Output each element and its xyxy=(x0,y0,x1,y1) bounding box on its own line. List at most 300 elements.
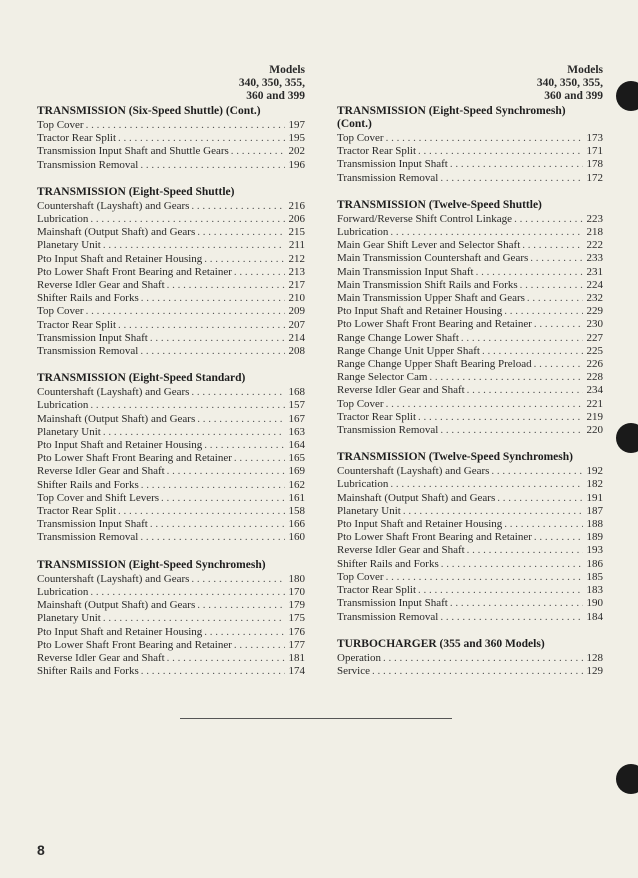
entry-page-number: 195 xyxy=(288,132,305,145)
entry-page-number: 166 xyxy=(288,518,305,531)
entry-page-number: 175 xyxy=(288,612,305,625)
entry-page-number: 177 xyxy=(288,638,305,651)
index-entry xyxy=(37,531,305,544)
index-entry xyxy=(337,318,603,331)
dot-leader xyxy=(450,597,583,610)
dot-leader xyxy=(386,571,583,584)
dot-leader xyxy=(461,332,583,345)
entry-label: Top Cover xyxy=(337,397,384,410)
right-column xyxy=(337,64,603,692)
entry-label: Top Cover xyxy=(37,119,84,131)
dot-leader xyxy=(522,239,583,252)
models-header-line: 340, 350, 355, xyxy=(536,77,603,89)
dot-leader xyxy=(197,226,285,239)
dot-leader xyxy=(204,626,285,639)
entry-label: Transmission Removal xyxy=(337,610,439,623)
entry-page-number: 218 xyxy=(586,226,603,239)
entry-label: Countershaft (Layshaft) and Gears xyxy=(337,465,490,478)
dot-leader xyxy=(90,213,285,226)
index-entry xyxy=(37,386,305,399)
entry-label: Main Gear Shift Lever and Selector Shaft xyxy=(337,239,521,252)
entry-label: Tractor Rear Split xyxy=(337,410,417,423)
index-entry xyxy=(37,492,305,505)
index-entry xyxy=(37,465,305,478)
entry-page-number: 129 xyxy=(586,664,603,677)
entry-page-number: 232 xyxy=(586,292,603,305)
entry-label: Pto Input Shaft and Retainer Housing xyxy=(37,625,203,638)
index-entry xyxy=(37,159,305,172)
entry-label: Tractor Rear Split xyxy=(37,318,117,331)
index-entry xyxy=(37,345,305,358)
entry-page-number: 212 xyxy=(288,252,305,265)
entry-page-number: 197 xyxy=(288,119,305,131)
models-header-left xyxy=(37,64,305,103)
index-entry xyxy=(37,213,305,226)
index-entry xyxy=(37,505,305,518)
entry-page-number: 209 xyxy=(288,305,305,318)
index-section xyxy=(37,105,305,172)
entry-page-number: 217 xyxy=(288,279,305,292)
index-entry xyxy=(337,226,603,239)
entry-label: Range Change Lower Shaft xyxy=(337,331,459,344)
dot-leader xyxy=(440,424,583,437)
index-entry xyxy=(37,413,305,426)
dot-leader xyxy=(140,159,285,172)
dot-leader xyxy=(514,213,583,226)
entry-label: Transmission Input Shaft xyxy=(337,158,448,171)
entry-page-number: 211 xyxy=(288,239,305,252)
entry-page-number: 213 xyxy=(288,265,305,278)
entry-page-number: 174 xyxy=(288,665,305,678)
entry-label: Lubrication xyxy=(337,478,389,491)
index-entry xyxy=(37,665,305,678)
dot-leader xyxy=(140,345,285,358)
dot-leader xyxy=(150,518,285,531)
entry-label: Transmission Removal xyxy=(337,171,439,184)
entry-page-number: 158 xyxy=(288,505,305,518)
entry-label: Top Cover and Shift Levers xyxy=(37,491,160,504)
index-entry xyxy=(37,639,305,652)
dot-leader xyxy=(197,599,285,612)
entry-page-number: 176 xyxy=(288,625,305,638)
entry-page-number: 164 xyxy=(288,439,305,452)
dot-leader xyxy=(86,305,285,318)
dot-leader xyxy=(191,573,285,586)
entry-page-number: 165 xyxy=(288,452,305,465)
models-header-line: Models xyxy=(269,64,305,76)
left-sections xyxy=(37,105,305,678)
section-title: TRANSMISSION (Twelve-Speed Synchromesh) xyxy=(337,451,573,464)
index-entry xyxy=(337,571,603,584)
dot-leader xyxy=(231,145,285,158)
dot-leader xyxy=(150,332,285,345)
entry-page-number: 173 xyxy=(586,132,603,144)
index-entry xyxy=(337,213,603,226)
entry-page-number: 181 xyxy=(288,651,305,664)
entry-page-number: 224 xyxy=(586,278,603,291)
entry-page-number: 215 xyxy=(288,226,305,239)
dot-leader xyxy=(234,266,285,279)
index-entry xyxy=(37,426,305,439)
entry-page-number: 229 xyxy=(586,305,603,318)
models-header-line: 360 and 399 xyxy=(246,90,305,102)
index-section xyxy=(337,199,603,437)
dot-leader xyxy=(383,652,583,665)
index-entry xyxy=(337,145,603,158)
dot-leader xyxy=(234,452,285,465)
dot-leader xyxy=(118,132,285,145)
entry-page-number: 231 xyxy=(586,265,603,278)
entry-label: Lubrication xyxy=(37,213,89,226)
entry-page-number: 227 xyxy=(586,331,603,344)
index-entry xyxy=(337,358,603,371)
index-entry xyxy=(337,345,603,358)
entry-page-number: 183 xyxy=(586,584,603,597)
index-entry xyxy=(37,119,305,132)
entry-page-number: 180 xyxy=(288,572,305,585)
dot-leader xyxy=(234,639,285,652)
entry-label: Tractor Rear Split xyxy=(37,505,117,518)
dot-leader xyxy=(440,611,583,624)
dot-leader xyxy=(530,252,583,265)
index-entry xyxy=(337,531,603,544)
dot-leader xyxy=(491,465,583,478)
entry-label: Countershaft (Layshaft) and Gears xyxy=(37,572,190,585)
binder-hole xyxy=(616,764,638,794)
entry-label: Pto Input Shaft and Retainer Housing xyxy=(337,305,503,318)
index-entry xyxy=(37,200,305,213)
index-section xyxy=(337,451,603,623)
entry-page-number: 128 xyxy=(586,651,603,664)
entry-label: Lubrication xyxy=(37,585,89,598)
entry-label: Main Transmission Upper Shaft and Gears xyxy=(337,292,525,305)
entry-page-number: 221 xyxy=(586,397,603,410)
dot-leader xyxy=(86,119,285,132)
entry-label: Transmission Input Shaft xyxy=(37,518,148,531)
entry-page-number: 161 xyxy=(288,491,305,504)
dot-leader xyxy=(90,586,285,599)
entry-page-number: 167 xyxy=(288,412,305,425)
entry-label: Planetary Unit xyxy=(37,425,101,438)
models-header-line: 360 and 399 xyxy=(544,90,603,102)
entry-page-number: 162 xyxy=(288,478,305,491)
dot-leader xyxy=(103,426,285,439)
dot-leader xyxy=(103,239,285,252)
index-entry xyxy=(337,332,603,345)
entry-page-number: 178 xyxy=(586,158,603,171)
dot-leader xyxy=(534,531,583,544)
entry-page-number: 182 xyxy=(586,478,603,491)
dot-leader xyxy=(191,200,285,213)
left-column xyxy=(37,64,305,692)
entry-label: Countershaft (Layshaft) and Gears xyxy=(37,199,190,212)
entry-label: Mainshaft (Output Shaft) and Gears xyxy=(337,491,496,504)
entry-page-number: 171 xyxy=(586,145,603,158)
dot-leader xyxy=(440,172,583,185)
index-entry xyxy=(37,292,305,305)
index-entry xyxy=(337,132,603,145)
entry-label: Top Cover xyxy=(337,570,384,583)
entry-page-number: 214 xyxy=(288,331,305,344)
dot-leader xyxy=(418,584,583,597)
entry-page-number: 192 xyxy=(586,465,603,478)
section-title: TRANSMISSION (Eight-Speed Standard) xyxy=(37,372,246,385)
index-entry xyxy=(37,319,305,332)
index-entry xyxy=(37,439,305,452)
entry-label: Countershaft (Layshaft) and Gears xyxy=(37,386,190,399)
page-number: 8 xyxy=(37,842,45,858)
index-entry xyxy=(337,597,603,610)
entry-page-number: 226 xyxy=(586,358,603,371)
entry-label: Operation xyxy=(337,651,381,664)
index-entry xyxy=(337,252,603,265)
entry-label: Planetary Unit xyxy=(37,612,101,625)
dot-leader xyxy=(372,665,583,678)
index-entry xyxy=(37,399,305,412)
entry-page-number: 228 xyxy=(586,371,603,384)
dot-leader xyxy=(429,371,583,384)
dot-leader xyxy=(204,253,285,266)
models-header-right xyxy=(337,64,603,103)
index-entry xyxy=(37,586,305,599)
entry-page-number: 196 xyxy=(288,158,305,171)
entry-page-number: 206 xyxy=(288,213,305,226)
entry-label: Range Selector Cam xyxy=(337,371,428,384)
dot-leader xyxy=(520,279,583,292)
dot-leader xyxy=(527,292,583,305)
entry-label: Pto Input Shaft and Retainer Housing xyxy=(37,439,203,452)
dot-leader xyxy=(390,478,583,491)
index-entry xyxy=(337,305,603,318)
dot-leader xyxy=(467,544,583,557)
entry-page-number: 202 xyxy=(288,145,305,158)
entry-page-number: 233 xyxy=(586,252,603,265)
dot-leader xyxy=(386,398,583,411)
dot-leader xyxy=(390,226,583,239)
entry-label: Main Transmission Shift Rails and Forks xyxy=(337,278,518,291)
index-entry xyxy=(337,492,603,505)
entry-label: Range Change Upper Shaft Bearing Preload xyxy=(337,358,532,371)
index-entry xyxy=(37,226,305,239)
index-entry xyxy=(337,584,603,597)
index-entry xyxy=(37,599,305,612)
dot-leader xyxy=(386,132,583,145)
dot-leader xyxy=(497,492,583,505)
entry-page-number: 208 xyxy=(288,345,305,358)
dot-leader xyxy=(403,505,583,518)
entry-label: Transmission Removal xyxy=(37,531,139,544)
index-entry xyxy=(37,279,305,292)
entry-label: Transmission Input Shaft xyxy=(337,597,448,610)
dot-leader xyxy=(167,652,285,665)
index-entry xyxy=(37,652,305,665)
entry-label: Tractor Rear Split xyxy=(337,145,417,158)
index-entry xyxy=(337,292,603,305)
models-header-line: 340, 350, 355, xyxy=(238,77,305,89)
entry-page-number: 189 xyxy=(586,531,603,544)
dot-leader xyxy=(167,279,285,292)
entry-page-number: 234 xyxy=(586,384,603,397)
binder-hole xyxy=(616,423,638,453)
index-entry xyxy=(337,478,603,491)
index-entry xyxy=(37,305,305,318)
dot-leader xyxy=(197,413,285,426)
dot-leader xyxy=(467,384,583,397)
entry-label: Mainshaft (Output Shaft) and Gears xyxy=(37,599,196,612)
binder-hole xyxy=(616,81,638,111)
dot-leader xyxy=(118,505,285,518)
dot-leader xyxy=(140,531,285,544)
entry-label: Transmission Removal xyxy=(37,158,139,171)
entry-label: Transmission Removal xyxy=(337,424,439,437)
entry-label: Shifter Rails and Forks xyxy=(37,478,139,491)
dot-leader xyxy=(504,518,583,531)
dot-leader xyxy=(204,439,285,452)
entry-page-number: 185 xyxy=(586,570,603,583)
dot-leader xyxy=(476,266,583,279)
entry-label: Reverse Idler Gear and Shaft xyxy=(337,544,465,557)
entry-page-number: 190 xyxy=(586,597,603,610)
entry-label: Pto Input Shaft and Retainer Housing xyxy=(337,518,503,531)
entry-label: Mainshaft (Output Shaft) and Gears xyxy=(37,226,196,239)
dot-leader xyxy=(482,345,583,358)
index-entry xyxy=(337,266,603,279)
index-section xyxy=(37,372,305,544)
entry-page-number: 225 xyxy=(586,344,603,357)
dot-leader xyxy=(141,479,285,492)
index-entry xyxy=(37,452,305,465)
index-entry xyxy=(337,398,603,411)
index-entry xyxy=(37,518,305,531)
entry-label: Forward/Reverse Shift Control Linkage xyxy=(337,212,513,225)
entry-label: Tractor Rear Split xyxy=(37,132,117,145)
entry-page-number: 157 xyxy=(288,399,305,412)
entry-page-number: 163 xyxy=(288,425,305,438)
dot-leader xyxy=(167,465,285,478)
index-entry xyxy=(337,172,603,185)
section-title: TURBOCHARGER (355 and 360 Models) xyxy=(337,637,545,650)
index-entry xyxy=(37,332,305,345)
dot-leader xyxy=(141,665,285,678)
entry-page-number: 193 xyxy=(586,544,603,557)
index-entry xyxy=(37,573,305,586)
entry-label: Pto Lower Shaft Front Bearing and Retainer xyxy=(37,638,232,651)
index-entry xyxy=(337,518,603,531)
entry-label: Pto Input Shaft and Retainer Housing xyxy=(37,252,203,265)
entry-page-number: 184 xyxy=(586,610,603,623)
dot-leader xyxy=(141,292,285,305)
dot-leader xyxy=(191,386,285,399)
dot-leader xyxy=(418,411,583,424)
index-section xyxy=(37,559,305,679)
entry-label: Pto Lower Shaft Front Bearing and Retainer xyxy=(337,531,532,544)
entry-label: Service xyxy=(337,664,370,677)
entry-label: Pto Lower Shaft Front Bearing and Retainer xyxy=(337,318,532,331)
entry-label: Transmission Input Shaft xyxy=(37,331,148,344)
entry-page-number: 160 xyxy=(288,531,305,544)
index-entry xyxy=(337,465,603,478)
index-section xyxy=(337,638,603,678)
section-title: TRANSMISSION (Six-Speed Shuttle) (Cont.) xyxy=(37,105,261,117)
entry-label: Reverse Idler Gear and Shaft xyxy=(37,279,165,292)
entry-label: Shifter Rails and Forks xyxy=(37,665,139,678)
index-entry xyxy=(337,558,603,571)
entry-label: Top Cover xyxy=(337,132,384,144)
entry-page-number: 216 xyxy=(288,199,305,212)
section-title: TRANSMISSION (Eight-Speed Synchromesh) (Cont.) xyxy=(337,105,566,130)
dot-leader xyxy=(450,158,583,171)
index-entry xyxy=(337,384,603,397)
entry-label: Top Cover xyxy=(37,305,84,318)
index-entry xyxy=(337,411,603,424)
entry-page-number: 230 xyxy=(586,318,603,331)
entry-label: Reverse Idler Gear and Shaft xyxy=(337,384,465,397)
index-entry xyxy=(37,145,305,158)
section-title: TRANSMISSION (Eight-Speed Shuttle) xyxy=(37,185,235,198)
entry-label: Transmission Removal xyxy=(37,345,139,358)
right-sections xyxy=(337,105,603,678)
index-entry xyxy=(37,253,305,266)
index-entry xyxy=(37,612,305,625)
entry-label: Pto Lower Shaft Front Bearing and Retainer xyxy=(37,452,232,465)
entry-page-number: 168 xyxy=(288,386,305,399)
index-entry xyxy=(337,239,603,252)
entry-label: Shifter Rails and Forks xyxy=(37,292,139,305)
entry-page-number: 172 xyxy=(586,171,603,184)
dot-leader xyxy=(118,319,285,332)
section-title: TRANSMISSION (Eight-Speed Synchromesh) xyxy=(37,558,266,571)
index-entry xyxy=(37,626,305,639)
index-entry xyxy=(337,665,603,678)
entry-page-number: 169 xyxy=(288,465,305,478)
dot-leader xyxy=(90,399,285,412)
entry-page-number: 188 xyxy=(586,518,603,531)
entry-page-number: 222 xyxy=(586,239,603,252)
dot-leader xyxy=(534,318,583,331)
entry-page-number: 186 xyxy=(586,557,603,570)
entry-label: Reverse Idler Gear and Shaft xyxy=(37,465,165,478)
dot-leader xyxy=(504,305,583,318)
dot-leader xyxy=(161,492,285,505)
index-entry xyxy=(337,652,603,665)
entry-label: Planetary Unit xyxy=(337,504,401,517)
dot-leader xyxy=(534,358,583,371)
entry-label: Range Change Unit Upper Shaft xyxy=(337,344,480,357)
entry-page-number: 191 xyxy=(586,491,603,504)
entry-page-number: 219 xyxy=(586,410,603,423)
index-entry xyxy=(37,479,305,492)
index-entry xyxy=(37,239,305,252)
entry-label: Planetary Unit xyxy=(37,239,101,252)
entry-page-number: 210 xyxy=(288,292,305,305)
dot-leader xyxy=(418,145,583,158)
entry-label: Tractor Rear Split xyxy=(337,584,417,597)
entry-label: Shifter Rails and Forks xyxy=(337,557,439,570)
entry-page-number: 207 xyxy=(288,318,305,331)
entry-label: Pto Lower Shaft Front Bearing and Retainer xyxy=(37,265,232,278)
entry-page-number: 223 xyxy=(586,212,603,225)
index-entry xyxy=(337,158,603,171)
index-entry xyxy=(37,132,305,145)
index-entry xyxy=(337,279,603,292)
index-entry xyxy=(37,266,305,279)
index-section xyxy=(337,105,603,185)
entry-page-number: 170 xyxy=(288,585,305,598)
entry-label: Lubrication xyxy=(337,226,389,239)
dot-leader xyxy=(103,612,285,625)
entry-page-number: 220 xyxy=(586,424,603,437)
index-entry xyxy=(337,505,603,518)
